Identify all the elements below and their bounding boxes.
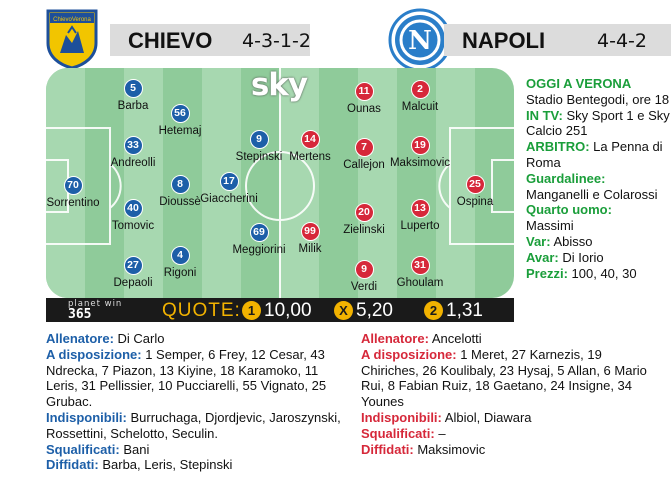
- player-name: Zielinski: [343, 224, 385, 236]
- player-name: Depaoli: [113, 277, 153, 289]
- home-formation: 4-3-1-2: [242, 30, 311, 52]
- player-number: 19: [411, 136, 430, 155]
- player-number: 13: [411, 199, 430, 218]
- away-unavailable-label: Indisponibili:: [361, 409, 442, 425]
- player-name: Hetemaj: [158, 125, 202, 137]
- player-name: Luperto: [400, 220, 440, 232]
- away-suspended: –: [438, 425, 446, 441]
- home-warned-label: Diffidati:: [46, 457, 99, 473]
- venue-text: Stadio Bentegodi, ore 18: [526, 91, 670, 107]
- player-name: Verdi: [350, 281, 378, 293]
- away-team-details: [361, 331, 661, 457]
- svg-text:N: N: [408, 26, 432, 56]
- player-name: Tomovic: [111, 220, 155, 232]
- player-number: 31: [411, 256, 430, 275]
- player-number: 56: [171, 104, 190, 123]
- player-number: 27: [124, 256, 143, 275]
- odds-value-home: 10,00: [264, 300, 312, 321]
- player-name: Malcuit: [401, 101, 439, 113]
- player-marker: [184, 172, 274, 212]
- linesmen-label: Guardalinee:: [526, 170, 606, 186]
- player-name: Rigoni: [163, 267, 197, 279]
- player-number: 7: [355, 138, 374, 157]
- fourth-official-label: Quarto uomo:: [526, 202, 612, 218]
- avar-label: Avar:: [526, 249, 559, 265]
- away-warned-label: Diffidati:: [361, 441, 414, 457]
- player-number: 99: [301, 222, 320, 241]
- prices-text: 100, 40, 30: [571, 265, 637, 281]
- home-unavailable-label: Indisponibili:: [46, 409, 127, 425]
- tv-label: IN TV:: [526, 107, 563, 123]
- avar-text: Di Iorio: [562, 249, 604, 265]
- player-number: 20: [355, 203, 374, 222]
- away-suspended-label: Squalificati:: [361, 425, 435, 441]
- player-marker: [319, 260, 409, 300]
- odds-symbol-home: 1: [242, 301, 261, 320]
- referee-label: ARBITRO:: [526, 139, 590, 155]
- player-name: Dioussè: [159, 196, 201, 208]
- venue-label: OGGI A VERONA: [526, 76, 632, 91]
- player-number: 5: [124, 79, 143, 98]
- odds-symbol-draw: X: [334, 301, 353, 320]
- var-text: Abisso: [553, 233, 593, 249]
- player-name: Ghoulam: [396, 277, 444, 289]
- player-name: Callejon: [343, 159, 385, 171]
- player-number: 2: [411, 80, 430, 99]
- away-bench-label: A disposizione:: [361, 346, 457, 362]
- away-warned: Maksimovic: [417, 441, 486, 457]
- napoli-crest-icon: [388, 8, 452, 72]
- player-name: Ounas: [347, 103, 381, 115]
- fourth-official-text: Massimi: [526, 218, 574, 234]
- player-number: 33: [124, 136, 143, 155]
- var-label: Var:: [526, 233, 551, 249]
- referee-text: La Penna di Roma: [526, 139, 663, 170]
- player-number: 8: [171, 175, 190, 194]
- player-marker: [265, 130, 355, 170]
- linesmen-text: Manganelli e Colarossi: [526, 186, 658, 202]
- tv-text: Sky Sport 1 e Sky Calcio 251: [526, 107, 670, 139]
- player-number: 70: [64, 176, 83, 195]
- home-unavailable: Burruchaga, Djordjevic, Jaroszynski, Rossettini, Schelotto, Seculin.: [46, 409, 341, 441]
- bookmaker-logo-bottom: 365: [68, 307, 92, 322]
- player-name: Giaccherini: [200, 193, 258, 205]
- away-coach: Ancelotti: [431, 331, 482, 346]
- player-number: 11: [355, 82, 374, 101]
- home-suspended: Bani: [123, 441, 150, 457]
- player-number: 17: [220, 172, 239, 191]
- player-name: Milik: [298, 243, 322, 255]
- player-marker: [135, 246, 225, 286]
- away-team-name: NAPOLI: [462, 28, 546, 53]
- home-coach: Di Carlo: [117, 331, 165, 346]
- player-marker: [319, 82, 409, 122]
- player-number: 25: [466, 175, 485, 194]
- svg-text:ChievoVerona: ChievoVerona: [53, 17, 91, 23]
- player-number: 69: [250, 223, 269, 242]
- home-team-details: [46, 331, 346, 473]
- prices-label: Prezzi:: [526, 265, 568, 281]
- away-formation: 4-4-2: [597, 30, 647, 52]
- odds-symbol-away: 2: [424, 301, 443, 320]
- player-name: Ospina: [456, 196, 494, 208]
- player-name: Stepinski: [235, 151, 283, 163]
- odds-label: QUOTE:: [162, 300, 241, 321]
- player-name: Andreolli: [110, 157, 156, 169]
- home-warned: Barba, Leris, Stepinski: [102, 457, 233, 473]
- away-unavailable: Albiol, Diawara: [444, 409, 532, 425]
- player-name: Barba: [117, 100, 149, 112]
- home-suspended-label: Squalificati:: [46, 441, 120, 457]
- bookmaker-logo-top: planet win: [68, 299, 123, 309]
- odds-value-draw: 5,20: [356, 300, 393, 321]
- away-bench: 1 Meret, 27 Karnezis, 19 Chiriches, 26 Koulibaly, 23 Hysaj, 5 Allan, 6 Mario Rui, 8 Fabian Ruiz, 18 Gaetano, 24 Insigne, 34 Younes: [361, 346, 647, 410]
- player-number: 40: [124, 199, 143, 218]
- player-name: Sorrentino: [46, 197, 100, 209]
- home-bench-label: A disposizione:: [46, 346, 142, 362]
- player-number: 14: [301, 130, 320, 149]
- away-coach-label: Allenatore:: [361, 331, 429, 346]
- player-name: Maksimovic: [389, 157, 451, 169]
- home-coach-label: Allenatore:: [46, 331, 114, 346]
- player-name: Meggiorini: [232, 244, 286, 256]
- player-marker: [135, 104, 225, 144]
- player-number: 9: [355, 260, 374, 279]
- player-number: 4: [171, 246, 190, 265]
- player-number: 9: [250, 130, 269, 149]
- chievo-crest-icon: [46, 9, 98, 69]
- player-marker: [265, 222, 355, 262]
- broadcaster-logo: sky: [250, 67, 308, 103]
- odds-value-away: 1,31: [446, 300, 483, 321]
- home-team-name: CHIEVO: [128, 28, 213, 53]
- odds-bar: [46, 298, 514, 322]
- match-info: [526, 76, 671, 281]
- home-bench: 1 Semper, 6 Frey, 12 Cesar, 43 Ndrecka, 7 Piazon, 13 Kiyine, 18 Karamoko, 11 Leris, 31 Pellissier, 10 Pucciarelli, 55 Vignato, 25 Grubac.: [46, 346, 327, 410]
- player-name: Mertens: [289, 151, 331, 163]
